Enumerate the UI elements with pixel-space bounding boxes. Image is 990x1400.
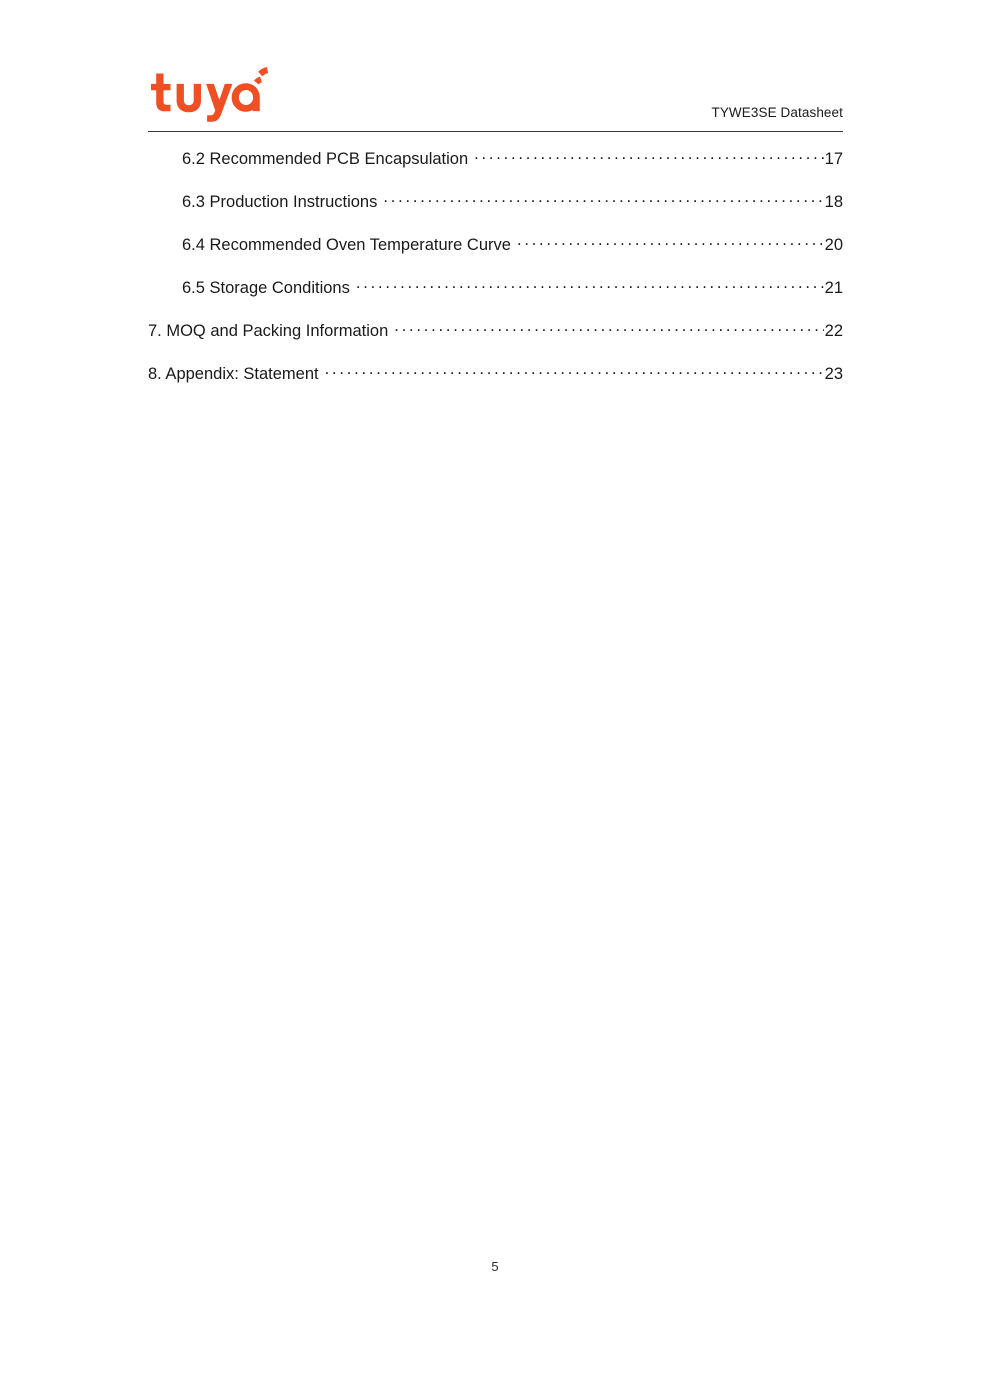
toc-entry-label: 8. Appendix: Statement — [148, 364, 319, 383]
toc-entry-page: 22 — [824, 321, 843, 340]
toc-entry-label: 6.2 Recommended PCB Encapsulation — [182, 149, 469, 168]
tuya-logo — [148, 64, 268, 122]
toc-entry[interactable] — [148, 276, 843, 319]
toc-entry-page: 18 — [824, 192, 843, 211]
tuya-wifi-arc-icon — [148, 64, 268, 122]
page-header — [148, 62, 843, 134]
toc-entry-label: 7. MOQ and Packing Information — [148, 321, 389, 340]
toc-dot-leader — [356, 276, 824, 293]
toc-dot-leader — [383, 190, 823, 207]
toc-dot-leader — [517, 233, 824, 250]
toc-entry-label: 6.5 Storage Conditions — [182, 278, 350, 297]
toc-entry-page: 21 — [824, 278, 843, 297]
toc-entry-label: 6.4 Recommended Oven Temperature Curve — [182, 235, 511, 254]
toc-entry[interactable] — [148, 147, 843, 190]
toc-entry[interactable] — [148, 233, 843, 276]
table-of-contents — [148, 147, 843, 405]
page-footer — [0, 1258, 990, 1276]
toc-entry[interactable] — [148, 362, 843, 405]
toc-dot-leader — [394, 319, 823, 336]
toc-entry-page: 17 — [824, 149, 843, 168]
page-number: 5 — [491, 1259, 499, 1274]
toc-entry-page: 23 — [824, 364, 843, 383]
toc-entry[interactable] — [148, 190, 843, 233]
toc-dot-leader — [325, 362, 824, 379]
document-title: TYWE3SE Datasheet — [711, 105, 843, 120]
header-divider — [148, 131, 843, 132]
toc-entry-label: 6.3 Production Instructions — [182, 192, 378, 211]
toc-entry[interactable] — [148, 319, 843, 362]
toc-entry-page: 20 — [824, 235, 843, 254]
toc-dot-leader — [474, 147, 823, 164]
